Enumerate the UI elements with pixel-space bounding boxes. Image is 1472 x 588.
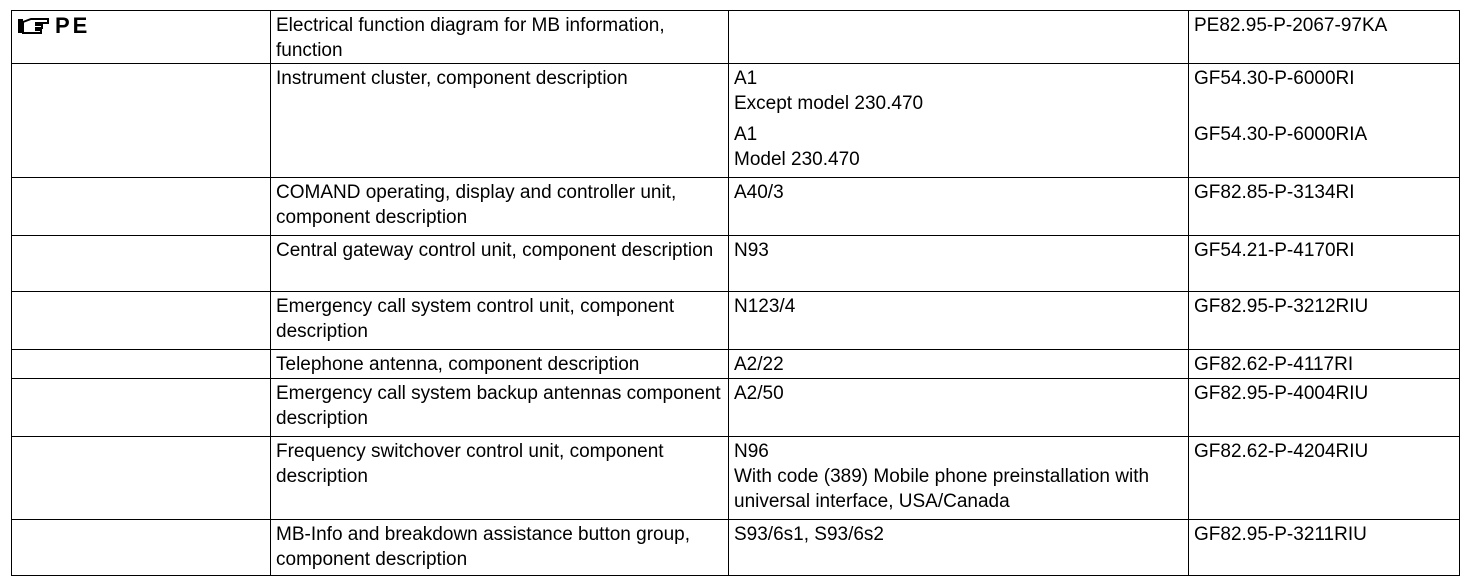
description-cell: Instrument cluster, component description bbox=[271, 64, 729, 178]
table-row bbox=[12, 236, 1460, 292]
component-cell bbox=[729, 437, 1189, 520]
component-cell: A2/50 bbox=[729, 379, 1189, 437]
component-cell bbox=[729, 64, 1189, 178]
table-row bbox=[12, 11, 1460, 64]
component-code: A1 bbox=[734, 68, 758, 89]
header-cell bbox=[12, 11, 271, 64]
document-cell bbox=[1189, 64, 1460, 178]
table-row bbox=[12, 292, 1460, 350]
component-note: Except model 230.470 bbox=[734, 93, 924, 114]
reference-table bbox=[11, 10, 1460, 576]
table-row bbox=[12, 64, 1460, 178]
document-cell[interactable]: PE82.95-P-2067-97KA bbox=[1189, 11, 1460, 64]
component-cell: N93 bbox=[729, 236, 1189, 292]
table-row bbox=[12, 379, 1460, 437]
component-cell: S93/6s1, S93/6s2 bbox=[729, 520, 1189, 576]
table-row bbox=[12, 520, 1460, 576]
document-cell[interactable]: GF82.62-P-4117RI bbox=[1189, 350, 1460, 379]
table-row bbox=[12, 350, 1460, 379]
component-cell: N123/4 bbox=[729, 292, 1189, 350]
document-cell[interactable]: GF82.85-P-3134RI bbox=[1189, 178, 1460, 236]
document-link[interactable]: GF54.30-P-6000RI bbox=[1194, 68, 1355, 89]
description-cell: Telephone antenna, component description bbox=[271, 350, 729, 379]
description-cell: COMAND operating, display and controller unit, component description bbox=[271, 178, 729, 236]
document-cell[interactable]: GF54.21-P-4170RI bbox=[1189, 236, 1460, 292]
description-cell: Central gateway control unit, component description bbox=[271, 236, 729, 292]
component-code: N96 bbox=[734, 441, 769, 462]
pe-label: PE bbox=[55, 13, 91, 38]
component-cell bbox=[729, 11, 1189, 64]
pointing-hand-icon bbox=[17, 16, 51, 36]
component-code: A1 bbox=[734, 124, 758, 145]
description-cell: Electrical function diagram for MB information, function bbox=[271, 11, 729, 64]
table-row bbox=[12, 437, 1460, 520]
document-cell[interactable]: GF82.95-P-3212RIU bbox=[1189, 292, 1460, 350]
document-cell[interactable]: GF82.62-P-4204RIU bbox=[1189, 437, 1460, 520]
component-note: Model 230.470 bbox=[734, 149, 860, 170]
component-cell: A2/22 bbox=[729, 350, 1189, 379]
document-cell[interactable]: GF82.95-P-4004RIU bbox=[1189, 379, 1460, 437]
pe-brand bbox=[17, 13, 266, 38]
document-cell[interactable]: GF82.95-P-3211RIU bbox=[1189, 520, 1460, 576]
component-note: With code (389) Mobile phone preinstallation with universal interface, USA/Canada bbox=[734, 466, 1150, 512]
description-cell: Emergency call system control unit, component description bbox=[271, 292, 729, 350]
description-cell: MB-Info and breakdown assistance button group, component description bbox=[271, 520, 729, 576]
component-cell: A40/3 bbox=[729, 178, 1189, 236]
description-cell: Frequency switchover control unit, component description bbox=[271, 437, 729, 520]
document-link[interactable]: GF54.30-P-6000RIA bbox=[1194, 124, 1368, 145]
table-row bbox=[12, 178, 1460, 236]
description-cell: Emergency call system backup antennas component description bbox=[271, 379, 729, 437]
